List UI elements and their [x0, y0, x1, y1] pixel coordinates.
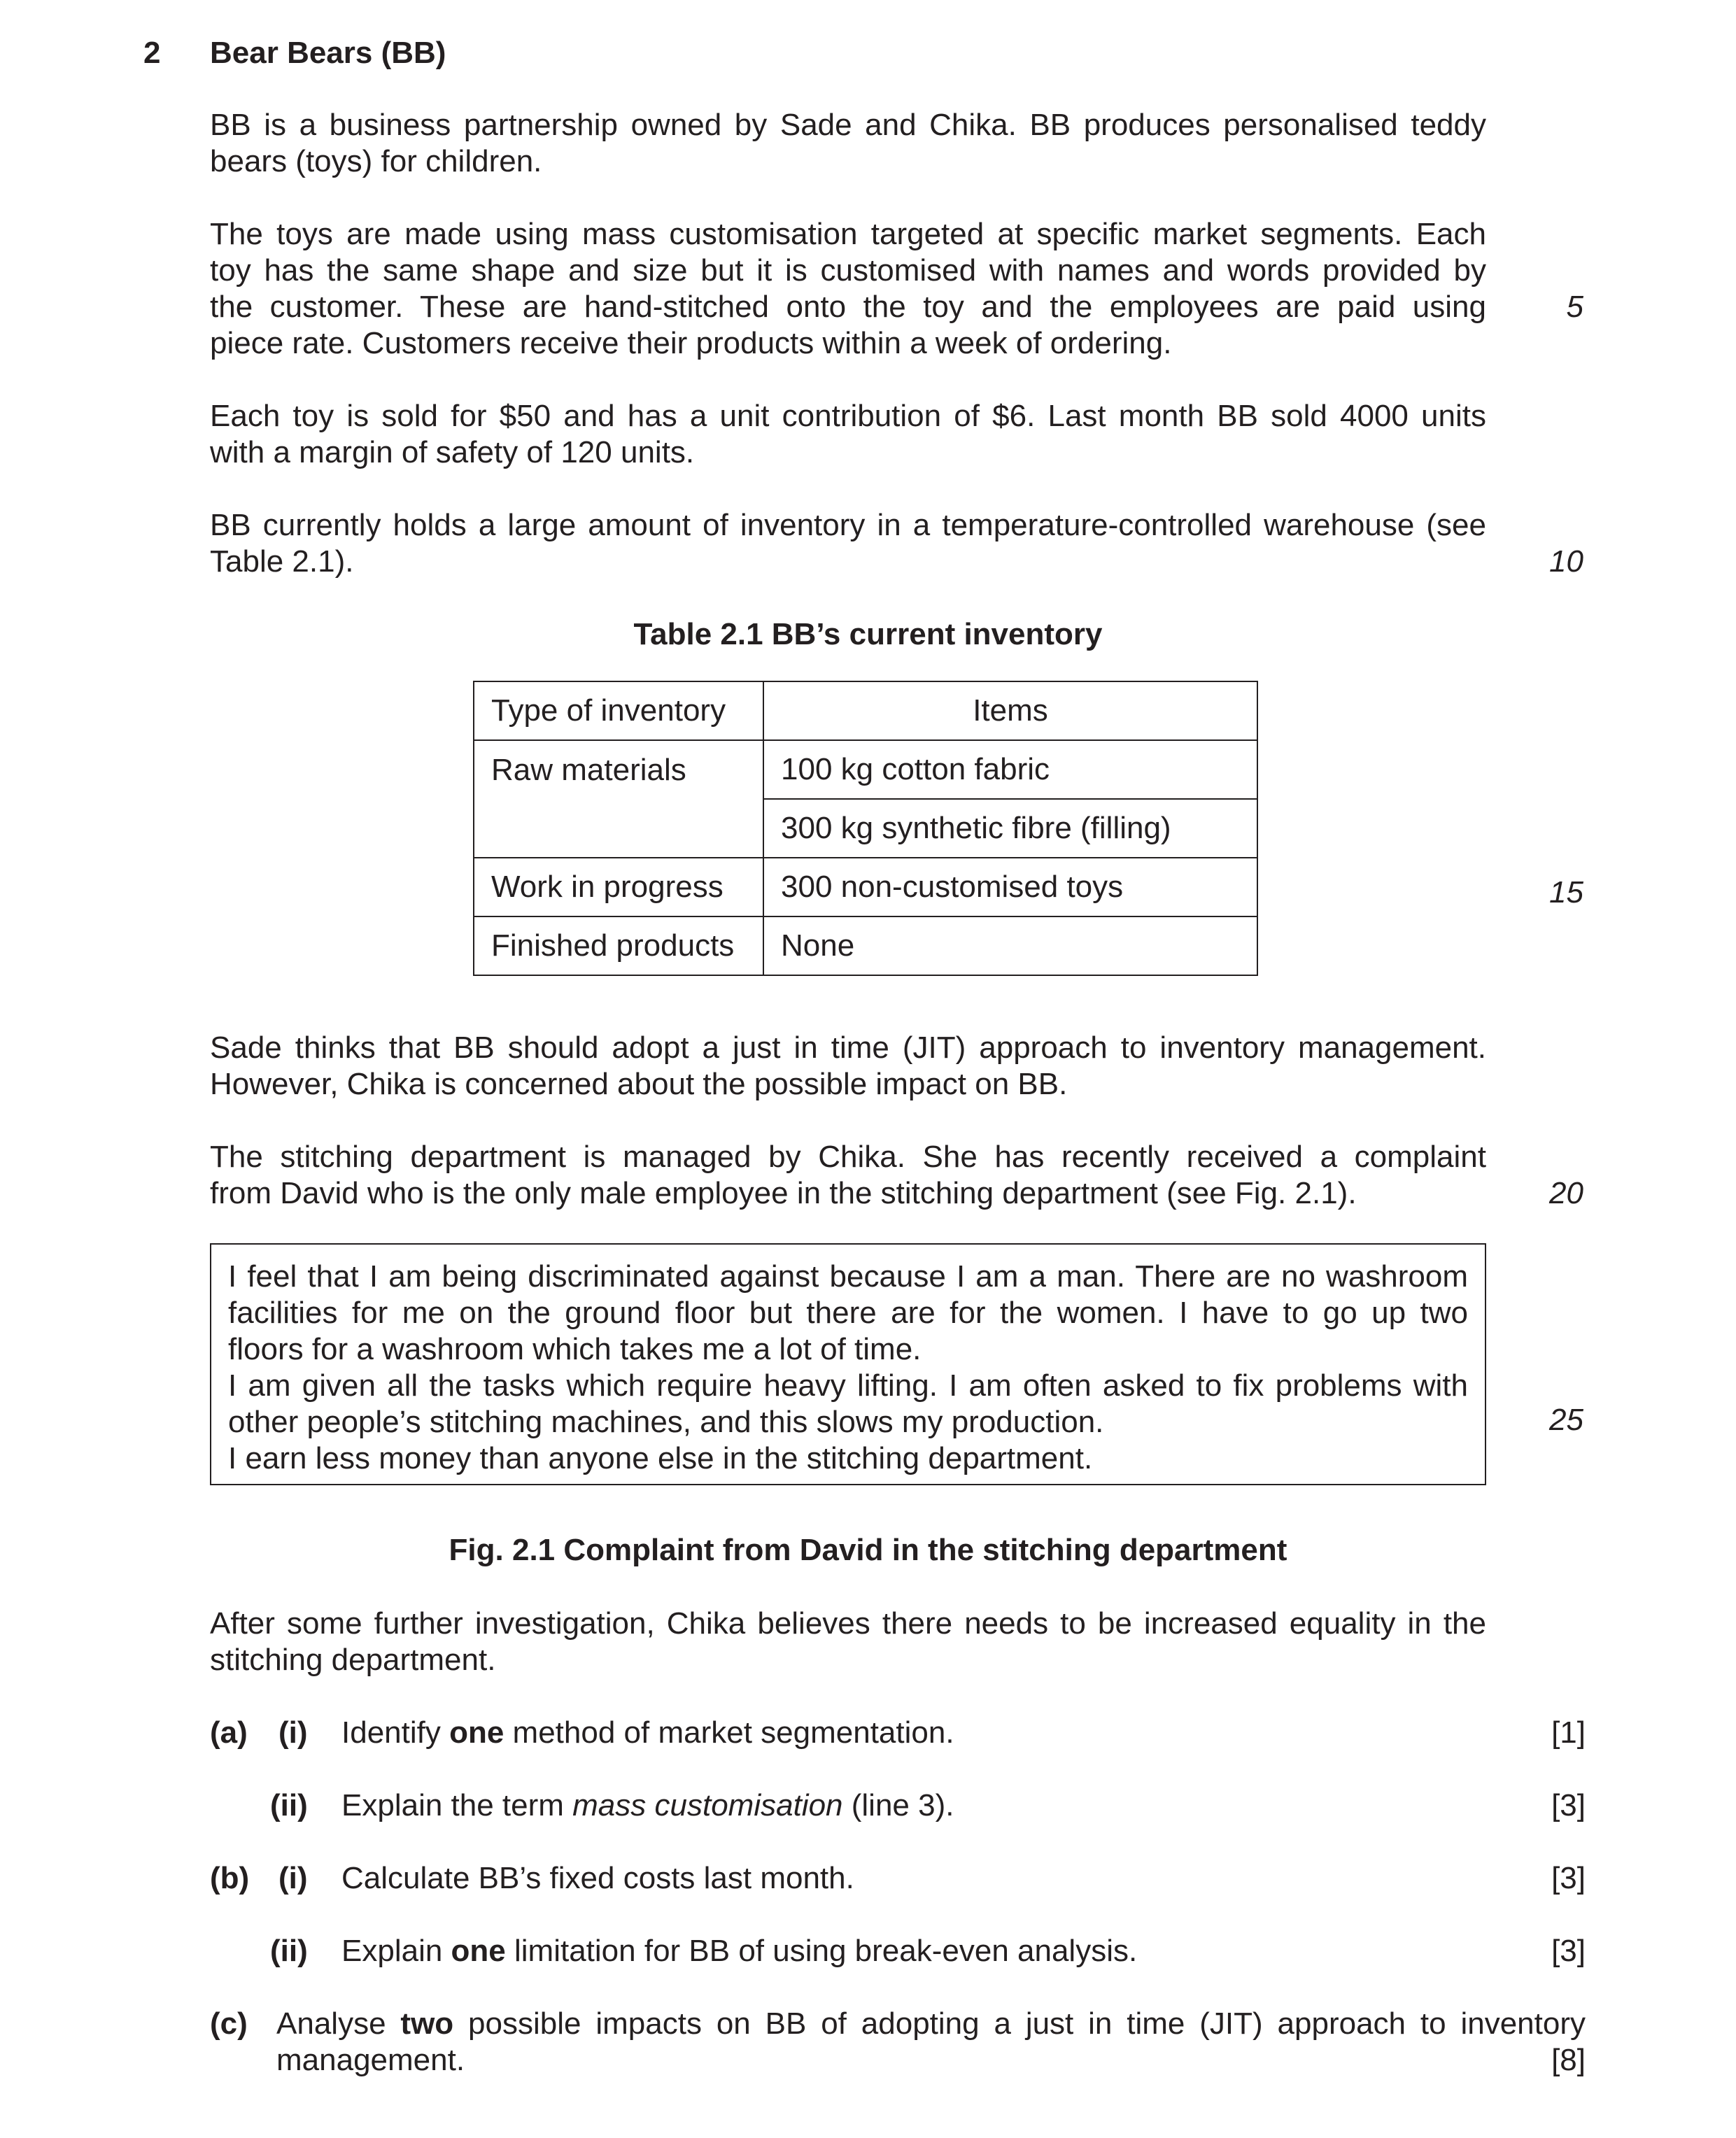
- table-cell: None: [763, 916, 1257, 975]
- text-line: After some further investigation, Chika believes there needs to be increased equality in the: [210, 1606, 1486, 1641]
- table-cell: 300 kg synthetic fibre (filling): [763, 799, 1257, 858]
- line-number: 25: [1549, 1403, 1583, 1437]
- part-a-label: (a): [210, 1715, 248, 1750]
- text-line: BB currently holds a large amount of inventory in a temperature-controlled warehouse (see: [210, 508, 1486, 542]
- text-run: possible impacts on BB of adopting a just in time (JIT) approach to inventory: [453, 2006, 1586, 2041]
- paragraph-inventory: [210, 507, 1486, 580]
- line-number: 5: [1566, 290, 1583, 324]
- table-header-cell: Type of inventory: [474, 681, 763, 740]
- emphasis-text: two: [400, 2006, 454, 2041]
- part-c-text: [276, 2006, 1586, 2079]
- part-b-ii-text: [341, 1933, 1137, 1969]
- mark-allocation: [8]: [1551, 2043, 1586, 2077]
- table-cell: 100 kg cotton fabric: [763, 740, 1257, 799]
- question-title: Bear Bears (BB): [210, 36, 446, 70]
- question-number: 2: [143, 36, 161, 70]
- line-number: 20: [1549, 1176, 1583, 1210]
- emphasis-text: one: [451, 1934, 506, 1968]
- emphasis-text: one: [449, 1715, 504, 1750]
- text-line: piece rate. Customers receive their products within a week of ordering.: [210, 326, 1172, 360]
- italic-term: mass customisation: [572, 1788, 843, 1822]
- text-run: (line 3).: [842, 1788, 954, 1822]
- text-line: bears (toys) for children.: [210, 144, 542, 178]
- mark-allocation: [3]: [1551, 1861, 1586, 1895]
- part-a-i-text: [341, 1715, 954, 1751]
- table-header-cell: Items: [763, 681, 1257, 740]
- text-run: limitation for BB of using break-even analysis.: [505, 1934, 1138, 1968]
- line-number: 15: [1549, 875, 1583, 909]
- table-header-row: [474, 681, 1257, 740]
- mark-allocation: [3]: [1551, 1788, 1586, 1822]
- complaint-line: I earn less money than anyone else in the stitching department.: [228, 1441, 1093, 1475]
- paragraph-jit: [210, 1030, 1486, 1103]
- paragraph-mass-customisation: [210, 216, 1486, 362]
- paragraph-pricing: [210, 398, 1486, 471]
- text-line: management.: [276, 2043, 465, 2077]
- paragraph-equality: [210, 1606, 1486, 1678]
- complaint-box: [210, 1243, 1486, 1485]
- complaint-line: facilities for me on the ground floor but there are for the women. I have to go up two: [228, 1296, 1468, 1330]
- paragraph-stitching: [210, 1139, 1486, 1212]
- inventory-table: [473, 681, 1258, 976]
- table-cell: Finished products: [474, 916, 763, 975]
- complaint-line: floors for a washroom which takes me a lot of time.: [228, 1332, 922, 1366]
- text-run: Identify: [341, 1715, 450, 1750]
- text-run: method of market segmentation.: [504, 1715, 954, 1750]
- part-b-ii-label: (ii): [270, 1934, 308, 1968]
- table-caption: Table 2.1 BB’s current inventory: [633, 617, 1103, 651]
- complaint-line: other people’s stitching machines, and this slows my production.: [228, 1405, 1104, 1439]
- text-line: Table 2.1).: [210, 544, 354, 579]
- line-number: 10: [1549, 544, 1583, 579]
- text-line: from David who is the only male employee in the stitching department (see Fig. 2.1).: [210, 1176, 1357, 1210]
- part-a-ii-text: [341, 1787, 954, 1824]
- text-line: However, Chika is concerned about the possible impact on BB.: [210, 1067, 1068, 1101]
- figure-caption: Fig. 2.1 Complaint from David in the stitching department: [449, 1533, 1287, 1567]
- part-a-ii-label: (ii): [270, 1788, 308, 1822]
- text-line: with a margin of safety of 120 units.: [210, 435, 695, 469]
- text-line: [276, 2006, 1586, 2042]
- table-cell: Raw materials: [474, 740, 763, 799]
- text-line: stitching department.: [210, 1643, 496, 1677]
- part-b-label: (b): [210, 1861, 250, 1895]
- part-c-label: (c): [210, 2006, 248, 2041]
- mark-allocation: [3]: [1551, 1934, 1586, 1968]
- text-line: toy has the same shape and size but it is customised with names and words provided by: [210, 253, 1486, 288]
- part-b-i-label: (i): [278, 1861, 308, 1895]
- text-line: the customer. These are hand-stitched onto the toy and the employees are paid using: [210, 290, 1486, 324]
- paragraph-intro: [210, 107, 1486, 180]
- table-row: [474, 858, 1257, 916]
- complaint-line: I feel that I am being discriminated against because I am a man. There are no washroom: [228, 1259, 1468, 1294]
- complaint-line: I am given all the tasks which require heavy lifting. I am often asked to fix problems with: [228, 1368, 1468, 1403]
- table-row: [474, 740, 1257, 799]
- text-run: Analyse: [276, 2006, 401, 2041]
- text-line: BB is a business partnership owned by Sade and Chika. BB produces personalised teddy: [210, 108, 1486, 142]
- table-cell: [474, 799, 763, 858]
- part-a-i-label: (i): [278, 1715, 308, 1750]
- text-line: The stitching department is managed by Chika. She has recently received a complaint: [210, 1140, 1486, 1174]
- table-row: [474, 799, 1257, 858]
- text-line: Sade thinks that BB should adopt a just in time (JIT) approach to inventory management.: [210, 1031, 1486, 1065]
- table-cell: 300 non-customised toys: [763, 858, 1257, 916]
- table-cell: Work in progress: [474, 858, 763, 916]
- text-run: Explain the term: [341, 1788, 573, 1822]
- text-line: Each toy is sold for $50 and has a unit contribution of $6. Last month BB sold 4000 units: [210, 399, 1486, 433]
- part-b-i-text: Calculate BB’s fixed costs last month.: [341, 1861, 854, 1895]
- text-line: The toys are made using mass customisation targeted at specific market segments. Each: [210, 217, 1486, 251]
- table-row: [474, 916, 1257, 975]
- text-run: Explain: [341, 1934, 451, 1968]
- mark-allocation: [1]: [1551, 1715, 1586, 1750]
